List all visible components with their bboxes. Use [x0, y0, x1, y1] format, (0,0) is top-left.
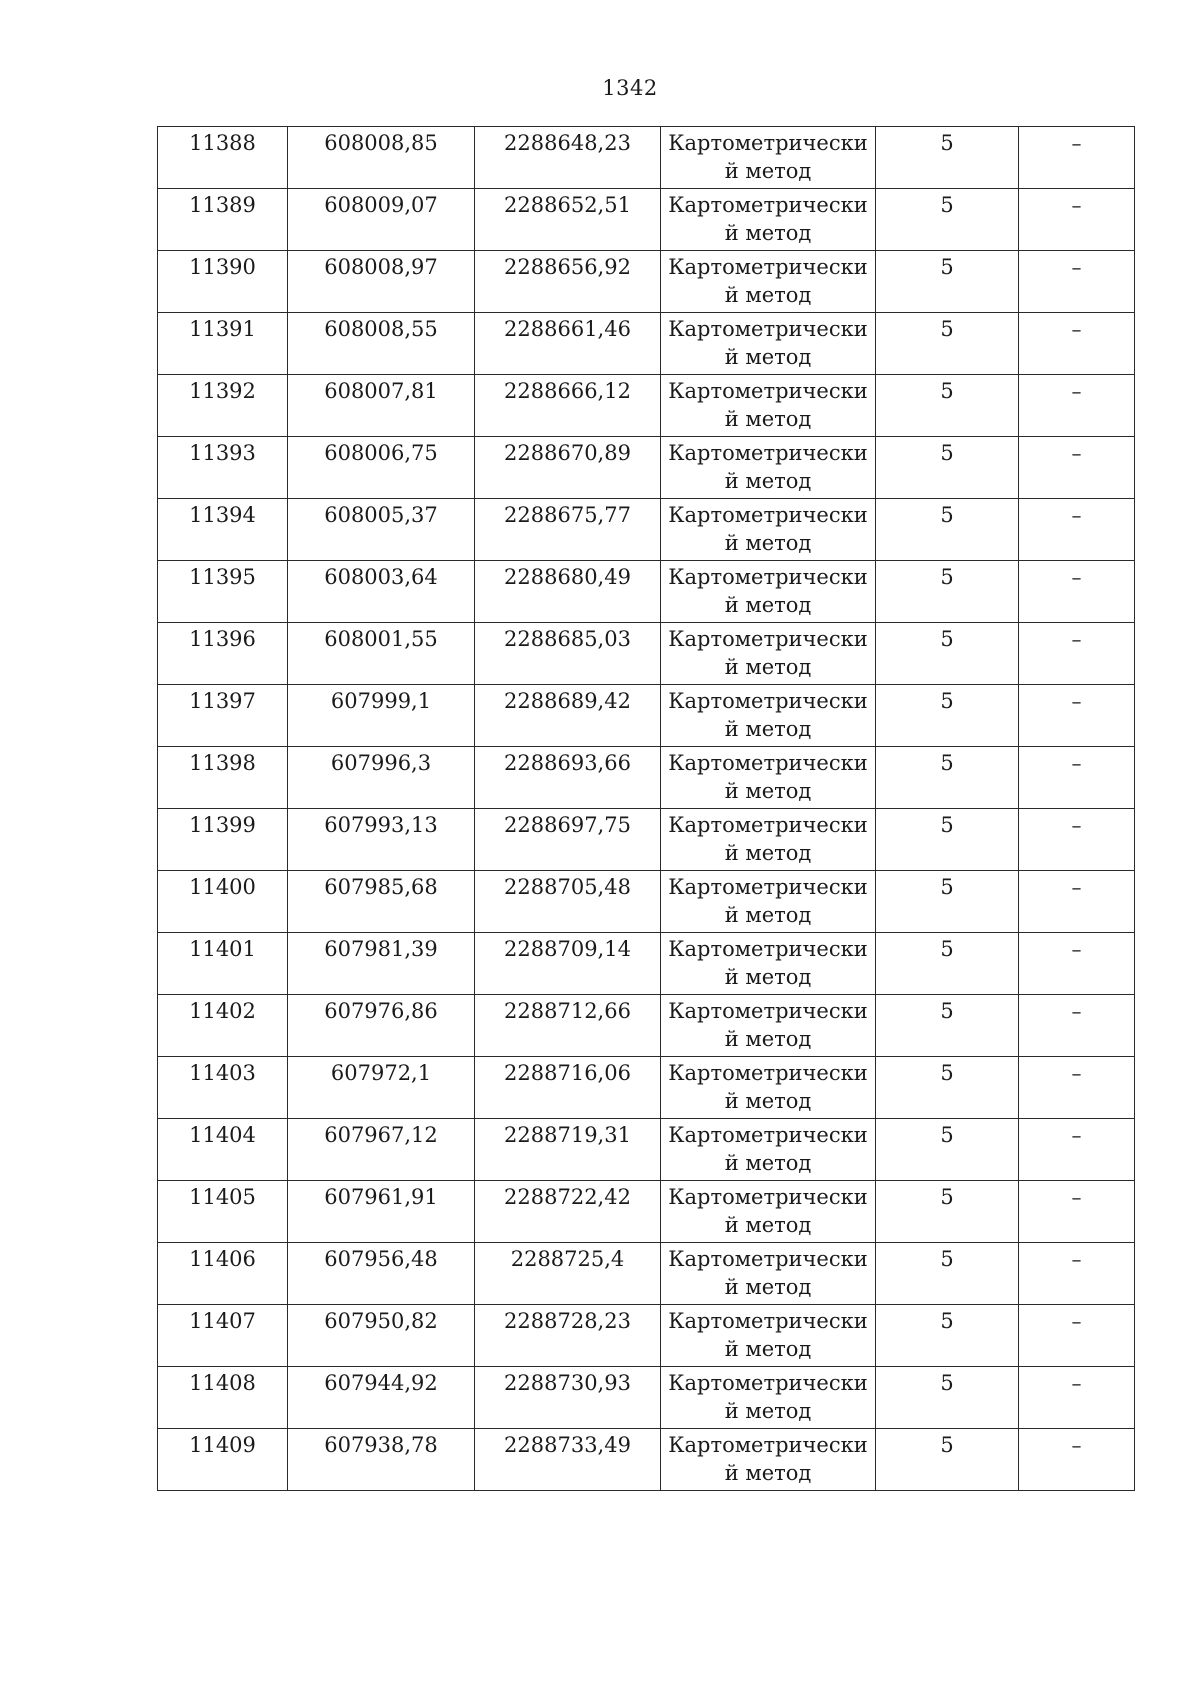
point-number-cell: 11388: [158, 127, 288, 189]
y-coordinate-cell: 2288730,93: [475, 1367, 661, 1429]
point-number-cell: 11393: [158, 437, 288, 499]
x-coordinate-cell: 607999,1: [288, 685, 475, 747]
table-row: [158, 933, 1135, 995]
accuracy-cell: 5: [876, 871, 1019, 933]
accuracy-cell: 5: [876, 1367, 1019, 1429]
method-cell: Картометрически й метод: [661, 561, 876, 623]
method-cell: Картометрически й метод: [661, 623, 876, 685]
method-cell: Картометрически й метод: [661, 251, 876, 313]
x-coordinate-cell: 608003,64: [288, 561, 475, 623]
note-cell: –: [1019, 995, 1135, 1057]
note-cell: –: [1019, 933, 1135, 995]
method-cell: Картометрически й метод: [661, 189, 876, 251]
accuracy-cell: 5: [876, 1305, 1019, 1367]
y-coordinate-cell: 2288697,75: [475, 809, 661, 871]
y-coordinate-cell: 2288725,4: [475, 1243, 661, 1305]
point-number-cell: 11391: [158, 313, 288, 375]
point-number-cell: 11400: [158, 871, 288, 933]
accuracy-cell: 5: [876, 499, 1019, 561]
note-cell: –: [1019, 251, 1135, 313]
table-row: [158, 809, 1135, 871]
table-row: [158, 437, 1135, 499]
x-coordinate-cell: 608009,07: [288, 189, 475, 251]
note-cell: –: [1019, 1119, 1135, 1181]
x-coordinate-cell: 607967,12: [288, 1119, 475, 1181]
note-cell: –: [1019, 561, 1135, 623]
x-coordinate-cell: 607950,82: [288, 1305, 475, 1367]
table-row: [158, 747, 1135, 809]
table-row: [158, 1243, 1135, 1305]
y-coordinate-cell: 2288666,12: [475, 375, 661, 437]
method-cell: Картометрически й метод: [661, 499, 876, 561]
note-cell: –: [1019, 313, 1135, 375]
accuracy-cell: 5: [876, 623, 1019, 685]
x-coordinate-cell: 608006,75: [288, 437, 475, 499]
point-number-cell: 11404: [158, 1119, 288, 1181]
note-cell: –: [1019, 1181, 1135, 1243]
y-coordinate-cell: 2288680,49: [475, 561, 661, 623]
table-row: [158, 1119, 1135, 1181]
y-coordinate-cell: 2288722,42: [475, 1181, 661, 1243]
note-cell: –: [1019, 747, 1135, 809]
accuracy-cell: 5: [876, 189, 1019, 251]
accuracy-cell: 5: [876, 375, 1019, 437]
note-cell: –: [1019, 127, 1135, 189]
point-number-cell: 11399: [158, 809, 288, 871]
accuracy-cell: 5: [876, 251, 1019, 313]
x-coordinate-cell: 607993,13: [288, 809, 475, 871]
x-coordinate-cell: 607985,68: [288, 871, 475, 933]
method-cell: Картометрически й метод: [661, 809, 876, 871]
note-cell: –: [1019, 499, 1135, 561]
table-row: [158, 1429, 1135, 1491]
y-coordinate-cell: 2288689,42: [475, 685, 661, 747]
x-coordinate-cell: 608005,37: [288, 499, 475, 561]
note-cell: –: [1019, 623, 1135, 685]
note-cell: –: [1019, 1305, 1135, 1367]
point-number-cell: 11405: [158, 1181, 288, 1243]
y-coordinate-cell: 2288670,89: [475, 437, 661, 499]
table-row: [158, 313, 1135, 375]
method-cell: Картометрически й метод: [661, 1119, 876, 1181]
x-coordinate-cell: 607944,92: [288, 1367, 475, 1429]
coordinates-table: [157, 126, 1135, 1491]
table-row: [158, 499, 1135, 561]
x-coordinate-cell: 607976,86: [288, 995, 475, 1057]
table-row: [158, 561, 1135, 623]
accuracy-cell: 5: [876, 1429, 1019, 1491]
x-coordinate-cell: 607956,48: [288, 1243, 475, 1305]
y-coordinate-cell: 2288675,77: [475, 499, 661, 561]
x-coordinate-cell: 608008,55: [288, 313, 475, 375]
y-coordinate-cell: 2288648,23: [475, 127, 661, 189]
table-row: [158, 189, 1135, 251]
y-coordinate-cell: 2288656,92: [475, 251, 661, 313]
accuracy-cell: 5: [876, 995, 1019, 1057]
x-coordinate-cell: 608008,97: [288, 251, 475, 313]
table-row: [158, 995, 1135, 1057]
table-row: [158, 375, 1135, 437]
point-number-cell: 11408: [158, 1367, 288, 1429]
note-cell: –: [1019, 437, 1135, 499]
accuracy-cell: 5: [876, 1243, 1019, 1305]
note-cell: –: [1019, 189, 1135, 251]
accuracy-cell: 5: [876, 1119, 1019, 1181]
point-number-cell: 11392: [158, 375, 288, 437]
accuracy-cell: 5: [876, 1181, 1019, 1243]
table-row: [158, 623, 1135, 685]
y-coordinate-cell: 2288728,23: [475, 1305, 661, 1367]
y-coordinate-cell: 2288719,31: [475, 1119, 661, 1181]
y-coordinate-cell: 2288685,03: [475, 623, 661, 685]
coordinates-table-body: [158, 127, 1135, 1491]
table-row: [158, 1367, 1135, 1429]
table-row: [158, 871, 1135, 933]
x-coordinate-cell: 607961,91: [288, 1181, 475, 1243]
table-row: [158, 251, 1135, 313]
note-cell: –: [1019, 809, 1135, 871]
accuracy-cell: 5: [876, 561, 1019, 623]
point-number-cell: 11407: [158, 1305, 288, 1367]
x-coordinate-cell: 608008,85: [288, 127, 475, 189]
accuracy-cell: 5: [876, 313, 1019, 375]
page-number: 1342: [602, 76, 658, 100]
point-number-cell: 11397: [158, 685, 288, 747]
method-cell: Картометрически й метод: [661, 1305, 876, 1367]
method-cell: Картометрически й метод: [661, 1057, 876, 1119]
method-cell: Картометрически й метод: [661, 437, 876, 499]
table-row: [158, 127, 1135, 189]
y-coordinate-cell: 2288712,66: [475, 995, 661, 1057]
point-number-cell: 11396: [158, 623, 288, 685]
method-cell: Картометрически й метод: [661, 1181, 876, 1243]
point-number-cell: 11395: [158, 561, 288, 623]
x-coordinate-cell: 607981,39: [288, 933, 475, 995]
y-coordinate-cell: 2288733,49: [475, 1429, 661, 1491]
method-cell: Картометрически й метод: [661, 747, 876, 809]
point-number-cell: 11398: [158, 747, 288, 809]
y-coordinate-cell: 2288693,66: [475, 747, 661, 809]
note-cell: –: [1019, 871, 1135, 933]
point-number-cell: 11402: [158, 995, 288, 1057]
table-row: [158, 1305, 1135, 1367]
point-number-cell: 11409: [158, 1429, 288, 1491]
y-coordinate-cell: 2288705,48: [475, 871, 661, 933]
method-cell: Картометрически й метод: [661, 1367, 876, 1429]
y-coordinate-cell: 2288652,51: [475, 189, 661, 251]
note-cell: –: [1019, 685, 1135, 747]
method-cell: Картометрически й метод: [661, 685, 876, 747]
y-coordinate-cell: 2288709,14: [475, 933, 661, 995]
method-cell: Картометрически й метод: [661, 127, 876, 189]
method-cell: Картометрически й метод: [661, 313, 876, 375]
point-number-cell: 11394: [158, 499, 288, 561]
method-cell: Картометрически й метод: [661, 1243, 876, 1305]
method-cell: Картометрически й метод: [661, 375, 876, 437]
x-coordinate-cell: 607972,1: [288, 1057, 475, 1119]
x-coordinate-cell: 607938,78: [288, 1429, 475, 1491]
point-number-cell: 11406: [158, 1243, 288, 1305]
point-number-cell: 11401: [158, 933, 288, 995]
accuracy-cell: 5: [876, 809, 1019, 871]
x-coordinate-cell: 608001,55: [288, 623, 475, 685]
method-cell: Картометрически й метод: [661, 933, 876, 995]
x-coordinate-cell: 608007,81: [288, 375, 475, 437]
note-cell: –: [1019, 1243, 1135, 1305]
table-row: [158, 1181, 1135, 1243]
accuracy-cell: 5: [876, 747, 1019, 809]
x-coordinate-cell: 607996,3: [288, 747, 475, 809]
method-cell: Картометрически й метод: [661, 995, 876, 1057]
point-number-cell: 11403: [158, 1057, 288, 1119]
table-row: [158, 1057, 1135, 1119]
y-coordinate-cell: 2288716,06: [475, 1057, 661, 1119]
accuracy-cell: 5: [876, 1057, 1019, 1119]
accuracy-cell: 5: [876, 933, 1019, 995]
accuracy-cell: 5: [876, 685, 1019, 747]
method-cell: Картометрически й метод: [661, 871, 876, 933]
accuracy-cell: 5: [876, 127, 1019, 189]
method-cell: Картометрически й метод: [661, 1429, 876, 1491]
y-coordinate-cell: 2288661,46: [475, 313, 661, 375]
note-cell: –: [1019, 1057, 1135, 1119]
point-number-cell: 11390: [158, 251, 288, 313]
note-cell: –: [1019, 1429, 1135, 1491]
note-cell: –: [1019, 1367, 1135, 1429]
point-number-cell: 11389: [158, 189, 288, 251]
note-cell: –: [1019, 375, 1135, 437]
table-row: [158, 685, 1135, 747]
accuracy-cell: 5: [876, 437, 1019, 499]
